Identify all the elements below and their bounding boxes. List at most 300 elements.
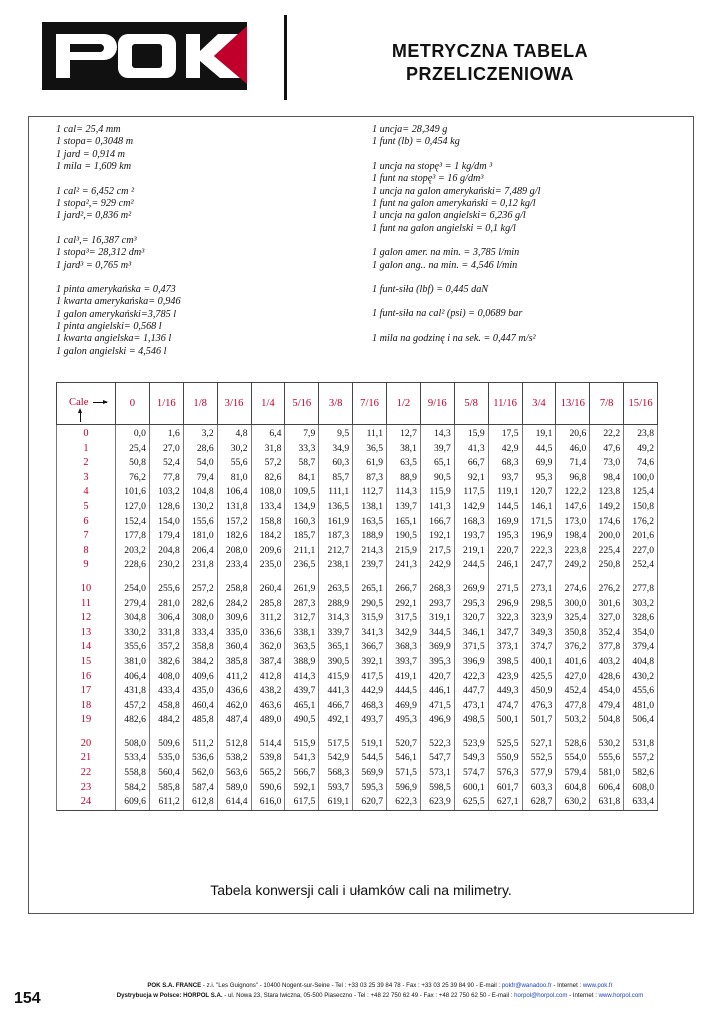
- mm-cell: 263,5: [319, 582, 353, 597]
- table-row: [57, 699, 658, 714]
- mm-cell: 496,9: [420, 713, 454, 728]
- mm-cell: 112,7: [353, 485, 387, 500]
- mm-cell: 109,5: [285, 485, 319, 500]
- mm-cell: 612,8: [183, 795, 217, 810]
- mm-cell: 466,7: [319, 699, 353, 714]
- mm-cell: 493,7: [353, 713, 387, 728]
- table-row: [57, 670, 658, 685]
- spacer-cell: [116, 728, 150, 737]
- mm-cell: 479,4: [590, 699, 624, 714]
- table-row: [57, 655, 658, 670]
- mm-cell: 620,7: [353, 795, 387, 810]
- footer-web-2[interactable]: www.horpol.com: [598, 992, 644, 999]
- mm-cell: 331,8: [149, 626, 183, 641]
- mm-cell: 93,7: [488, 471, 522, 486]
- mm-cell: 412,8: [251, 670, 285, 685]
- inch-cell: 16: [57, 670, 116, 685]
- mm-cell: 463,6: [251, 699, 285, 714]
- mm-cell: 47,6: [590, 442, 624, 457]
- column-header: 7/8: [590, 383, 624, 425]
- mm-cell: 536,6: [183, 751, 217, 766]
- mm-cell: 279,4: [116, 597, 150, 612]
- mm-cell: 446,1: [420, 684, 454, 699]
- mm-cell: 241,3: [387, 558, 421, 573]
- mm-cell: 560,4: [149, 766, 183, 781]
- mm-cell: 27,0: [149, 442, 183, 457]
- mm-cell: 506,4: [624, 713, 658, 728]
- mm-cell: 406,4: [116, 670, 150, 685]
- mm-cell: 535,0: [149, 751, 183, 766]
- mm-cell: 198,4: [556, 529, 590, 544]
- column-header: 15/16: [624, 383, 658, 425]
- mm-cell: 152,4: [116, 515, 150, 530]
- spacer-cell: [217, 728, 251, 737]
- inch-cell: 0: [57, 425, 116, 442]
- mm-cell: 46,0: [556, 442, 590, 457]
- mm-cell: 3,2: [183, 425, 217, 442]
- mm-cell: 619,1: [319, 795, 353, 810]
- table-row: [57, 611, 658, 626]
- mm-cell: 201,6: [624, 529, 658, 544]
- mm-cell: 404,8: [624, 655, 658, 670]
- mm-cell: 473,1: [454, 699, 488, 714]
- inch-cell: 1: [57, 442, 116, 457]
- mm-cell: 292,1: [387, 597, 421, 612]
- conversion-gap: [372, 272, 540, 284]
- mm-cell: 260,4: [251, 582, 285, 597]
- mm-cell: 7,9: [285, 425, 319, 442]
- mm-cell: 296,9: [488, 597, 522, 612]
- mm-cell: 366,7: [353, 640, 387, 655]
- conversion-line: 1 funt na galon amerykański = 0,12 kg/l: [372, 197, 536, 209]
- page-number: 154: [14, 990, 41, 1007]
- mm-cell: 471,5: [420, 699, 454, 714]
- conversion-gap: [56, 223, 181, 235]
- mm-cell: 449,3: [488, 684, 522, 699]
- mm-cell: 398,5: [488, 655, 522, 670]
- mm-cell: 44,5: [522, 442, 556, 457]
- mm-cell: 431,8: [116, 684, 150, 699]
- mm-cell: 50,8: [116, 456, 150, 471]
- mm-cell: 495,3: [387, 713, 421, 728]
- mm-cell: 504,8: [590, 713, 624, 728]
- conversion-line: 1 cal³,= 16,387 cm³: [56, 234, 137, 246]
- mm-cell: 276,2: [590, 582, 624, 597]
- mm-cell: 549,3: [454, 751, 488, 766]
- mm-cell: 576,3: [488, 766, 522, 781]
- mm-cell: 342,9: [387, 626, 421, 641]
- mm-cell: 11,1: [353, 425, 387, 442]
- mm-cell: 477,8: [556, 699, 590, 714]
- mm-cell: 554,0: [556, 751, 590, 766]
- mm-cell: 131,8: [217, 500, 251, 515]
- spacer-cell: [624, 728, 658, 737]
- conversion-line: 1 galon amer. na min. = 3,785 l/min: [372, 247, 520, 259]
- mm-cell: 255,6: [149, 582, 183, 597]
- mm-cell: 585,8: [149, 781, 183, 796]
- spacer-cell: [387, 573, 421, 582]
- mm-cell: 136,5: [319, 500, 353, 515]
- mm-cell: 96,8: [556, 471, 590, 486]
- mm-cell: 249,2: [556, 558, 590, 573]
- mm-cell: 182,6: [217, 529, 251, 544]
- mm-cell: 230,2: [149, 558, 183, 573]
- mm-cell: 36,5: [353, 442, 387, 457]
- mm-cell: 114,3: [387, 485, 421, 500]
- mm-cell: 188,9: [353, 529, 387, 544]
- mm-cell: 165,1: [387, 515, 421, 530]
- mm-cell: 595,3: [353, 781, 387, 796]
- mm-cell: 33,3: [285, 442, 319, 457]
- conversion-line: 1 uncja na galon amerykański= 7,489 g/l: [372, 185, 541, 197]
- mm-cell: 254,0: [116, 582, 150, 597]
- spacer-cell: [183, 573, 217, 582]
- mm-cell: 57,2: [251, 456, 285, 471]
- column-header: 3/16: [217, 383, 251, 425]
- mm-cell: 425,5: [522, 670, 556, 685]
- mm-cell: 428,6: [590, 670, 624, 685]
- mm-cell: 6,4: [251, 425, 285, 442]
- conversion-gap: [56, 174, 181, 186]
- mm-cell: 227,0: [624, 544, 658, 559]
- table-spacer-row: [57, 573, 658, 582]
- conversion-line: 1 funt (lb) = 0,454 kg: [372, 136, 460, 148]
- mm-cell: 330,2: [116, 626, 150, 641]
- mm-cell: 284,2: [217, 597, 251, 612]
- footer-company-2: Dystrybucja w Polsce: HORPOL S.A.: [116, 992, 223, 999]
- table-row: [57, 766, 658, 781]
- mm-cell: 49,2: [624, 442, 658, 457]
- mm-cell: 288,9: [319, 597, 353, 612]
- mm-cell: 623,9: [420, 795, 454, 810]
- conversion-line: 1 stopa²,= 929 cm²: [56, 197, 134, 209]
- mm-cell: 206,4: [183, 544, 217, 559]
- conversion-line: 1 galon amerykański=3,785 l: [56, 308, 177, 320]
- mm-cell: 120,7: [522, 485, 556, 500]
- mm-cell: 341,3: [353, 626, 387, 641]
- mm-cell: 522,3: [420, 737, 454, 752]
- inch-cell: 19: [57, 713, 116, 728]
- mm-cell: 225,4: [590, 544, 624, 559]
- mm-cell: 544,5: [353, 751, 387, 766]
- mm-cell: 482,6: [116, 713, 150, 728]
- mm-cell: 538,2: [217, 751, 251, 766]
- mm-cell: 630,2: [556, 795, 590, 810]
- conversion-line: 1 funt na stopę³ = 16 g/dm³: [372, 173, 484, 185]
- mm-cell: 76,2: [116, 471, 150, 486]
- footer-line-2: [70, 991, 690, 1001]
- mm-cell: 192,1: [420, 529, 454, 544]
- footer: [70, 981, 690, 1001]
- mm-cell: 252,4: [624, 558, 658, 573]
- mm-cell: 290,5: [353, 597, 387, 612]
- mm-cell: 420,7: [420, 670, 454, 685]
- mm-cell: 590,6: [251, 781, 285, 796]
- inch-cell: 13: [57, 626, 116, 641]
- mm-cell: 31,8: [251, 442, 285, 457]
- mm-cell: 401,6: [556, 655, 590, 670]
- mm-cell: 122,2: [556, 485, 590, 500]
- mm-cell: 500,1: [488, 713, 522, 728]
- table-spacer-row: [57, 728, 658, 737]
- mm-cell: 338,1: [285, 626, 319, 641]
- mm-cell: 582,6: [624, 766, 658, 781]
- mm-cell: 19,1: [522, 425, 556, 442]
- mm-cell: 355,6: [116, 640, 150, 655]
- mm-cell: 58,7: [285, 456, 319, 471]
- mm-cell: 285,8: [251, 597, 285, 612]
- mm-cell: 396,9: [454, 655, 488, 670]
- title-line-2: PRZELICZENIOWA: [406, 64, 574, 84]
- spacer-cell: [57, 573, 116, 582]
- spacer-cell: [488, 728, 522, 737]
- mm-cell: 265,1: [353, 582, 387, 597]
- mm-cell: 74,6: [624, 456, 658, 471]
- mm-cell: 433,4: [149, 684, 183, 699]
- conversion-gap: [372, 235, 540, 247]
- mm-cell: 376,2: [556, 640, 590, 655]
- spacer-cell: [624, 573, 658, 582]
- mm-cell: 42,9: [488, 442, 522, 457]
- mm-cell: 395,3: [420, 655, 454, 670]
- inch-cell: 12: [57, 611, 116, 626]
- mm-cell: 20,6: [556, 425, 590, 442]
- spacer-cell: [149, 573, 183, 582]
- mm-cell: 217,5: [420, 544, 454, 559]
- mm-cell: 485,8: [183, 713, 217, 728]
- mm-cell: 514,4: [251, 737, 285, 752]
- mm-cell: 627,1: [488, 795, 522, 810]
- mm-cell: 157,2: [217, 515, 251, 530]
- footer-address-1: - z.i. "Les Guignons" - 10400 Nogent-sur-Seine - Tel : +33 03 25 39 84 78 - Fax : +33 03 25 39 84 90 - E-mail :: [201, 982, 502, 989]
- mm-cell: 184,2: [251, 529, 285, 544]
- mm-cell: 573,1: [420, 766, 454, 781]
- conversion-line: 1 uncja na galon angielski= 6,236 g/l: [372, 210, 526, 222]
- mm-cell: 104,8: [183, 485, 217, 500]
- mm-cell: 236,5: [285, 558, 319, 573]
- mm-cell: 457,2: [116, 699, 150, 714]
- mm-cell: 520,7: [387, 737, 421, 752]
- mm-cell: 82,6: [251, 471, 285, 486]
- mm-cell: 123,8: [590, 485, 624, 500]
- mm-cell: 606,4: [590, 781, 624, 796]
- inch-cell: 10: [57, 582, 116, 597]
- inch-cell: 8: [57, 544, 116, 559]
- mm-cell: 350,8: [556, 626, 590, 641]
- mm-cell: 547,7: [420, 751, 454, 766]
- mm-cell: 233,4: [217, 558, 251, 573]
- mm-cell: 68,3: [488, 456, 522, 471]
- mm-cell: 88,9: [387, 471, 421, 486]
- mm-cell: 384,2: [183, 655, 217, 670]
- mm-cell: 530,2: [590, 737, 624, 752]
- spacer-cell: [353, 573, 387, 582]
- mm-cell: 90,5: [420, 471, 454, 486]
- mm-cell: 101,6: [116, 485, 150, 500]
- conversion-line: 1 galon ang.. na min. = 4,546 l/min: [372, 259, 518, 271]
- mm-cell: 273,1: [522, 582, 556, 597]
- footer-web-1[interactable]: www.pok.fr: [582, 982, 613, 989]
- mm-cell: 542,9: [319, 751, 353, 766]
- corner-cell: [57, 383, 116, 425]
- mm-cell: 492,1: [319, 713, 353, 728]
- column-header: 1/4: [251, 383, 285, 425]
- mm-cell: 452,4: [556, 684, 590, 699]
- mm-cell: 138,1: [353, 500, 387, 515]
- mm-cell: 111,1: [319, 485, 353, 500]
- conversion-line: 1 cal= 25,4 mm: [56, 124, 121, 135]
- mm-cell: 0,0: [116, 425, 150, 442]
- column-header: 5/16: [285, 383, 319, 425]
- spacer-cell: [319, 728, 353, 737]
- mm-cell: 581,0: [590, 766, 624, 781]
- mm-cell: 179,4: [149, 529, 183, 544]
- mm-cell: 423,9: [488, 670, 522, 685]
- mm-cell: 106,4: [217, 485, 251, 500]
- mm-cell: 525,5: [488, 737, 522, 752]
- mm-cell: 349,3: [522, 626, 556, 641]
- mm-cell: 203,2: [116, 544, 150, 559]
- inch-cell: 17: [57, 684, 116, 699]
- mm-cell: 303,2: [624, 597, 658, 612]
- column-header: 7/16: [353, 383, 387, 425]
- table-row: [57, 684, 658, 699]
- mm-cell: 325,4: [556, 611, 590, 626]
- mm-cell: 1,6: [149, 425, 183, 442]
- mm-cell: 100,0: [624, 471, 658, 486]
- mm-cell: 320,7: [454, 611, 488, 626]
- inch-cell: 5: [57, 500, 116, 515]
- mm-cell: 579,4: [556, 766, 590, 781]
- mm-cell: 4,8: [217, 425, 251, 442]
- spacer-cell: [116, 573, 150, 582]
- mm-cell: 103,2: [149, 485, 183, 500]
- mm-cell: 603,3: [522, 781, 556, 796]
- mm-cell: 600,1: [454, 781, 488, 796]
- mm-cell: 281,0: [149, 597, 183, 612]
- mm-cell: 409,6: [183, 670, 217, 685]
- table-row: [57, 544, 658, 559]
- conversion-line: 1 kwarta amerykańska= 0,946: [56, 296, 181, 308]
- mm-cell: 352,4: [590, 626, 624, 641]
- mm-cell: 133,4: [251, 500, 285, 515]
- mm-cell: 387,4: [251, 655, 285, 670]
- mm-cell: 41,3: [454, 442, 488, 457]
- conversion-line: 1 funt-siła (lbf) = 0,445 daN: [372, 283, 489, 295]
- mm-cell: 308,0: [183, 611, 217, 626]
- mm-cell: 622,3: [387, 795, 421, 810]
- inch-cell: 15: [57, 655, 116, 670]
- table-row: [57, 713, 658, 728]
- inch-cell: 3: [57, 471, 116, 486]
- conversion-line: 1 uncja na stopę³ = 1 kg/dm ³: [372, 160, 493, 172]
- mm-cell: 12,7: [387, 425, 421, 442]
- title-line-1: METRYCZNA TABELA: [391, 41, 589, 61]
- table-row: [57, 751, 658, 766]
- pok-logo: [42, 22, 247, 90]
- column-header: 1/2: [387, 383, 421, 425]
- mm-cell: 577,9: [522, 766, 556, 781]
- mm-cell: 168,3: [454, 515, 488, 530]
- mm-cell: 469,9: [387, 699, 421, 714]
- mm-cell: 625,5: [454, 795, 488, 810]
- mm-cell: 584,2: [116, 781, 150, 796]
- mm-cell: 487,4: [217, 713, 251, 728]
- mm-cell: 393,7: [387, 655, 421, 670]
- mm-cell: 509,6: [149, 737, 183, 752]
- spacer-cell: [420, 728, 454, 737]
- pok-logo-graphic: [42, 22, 247, 90]
- mm-cell: 73,0: [590, 456, 624, 471]
- spacer-cell: [285, 728, 319, 737]
- mm-cell: 419,1: [387, 670, 421, 685]
- mm-cell: 447,7: [454, 684, 488, 699]
- column-header: 1/16: [149, 383, 183, 425]
- mm-cell: 327,0: [590, 611, 624, 626]
- table-row: [57, 558, 658, 573]
- mm-cell: 34,9: [319, 442, 353, 457]
- mm-cell: 379,4: [624, 640, 658, 655]
- mm-cell: 363,5: [285, 640, 319, 655]
- conversion-line: 1 cal² = 6,452 cm ²: [56, 185, 135, 197]
- spacer-cell: [251, 573, 285, 582]
- mm-cell: 258,8: [217, 582, 251, 597]
- mm-cell: 311,2: [251, 611, 285, 626]
- mm-cell: 77,8: [149, 471, 183, 486]
- mm-cell: 181,0: [183, 529, 217, 544]
- mm-cell: 147,6: [556, 500, 590, 515]
- footer-email-2[interactable]: horpol@horpol.com: [514, 992, 568, 999]
- mm-cell: 196,9: [522, 529, 556, 544]
- mm-cell: 565,2: [251, 766, 285, 781]
- mm-cell: 382,6: [149, 655, 183, 670]
- mm-cell: 128,6: [149, 500, 183, 515]
- column-header: 5/8: [454, 383, 488, 425]
- mm-cell: 512,8: [217, 737, 251, 752]
- mm-cell: 616,0: [251, 795, 285, 810]
- mm-cell: 117,5: [454, 485, 488, 500]
- mm-cell: 220,7: [488, 544, 522, 559]
- mm-cell: 390,5: [319, 655, 353, 670]
- conversion-line: 1 mila = 1,609 km: [56, 161, 132, 173]
- mm-cell: 593,7: [319, 781, 353, 796]
- mm-cell: 328,6: [624, 611, 658, 626]
- mm-cell: 415,9: [319, 670, 353, 685]
- mm-cell: 60,3: [319, 456, 353, 471]
- mm-cell: 436,6: [217, 684, 251, 699]
- mm-cell: 160,3: [285, 515, 319, 530]
- mm-cell: 28,6: [183, 442, 217, 457]
- spacer-cell: [590, 728, 624, 737]
- mm-cell: 14,3: [420, 425, 454, 442]
- conversion-line: 1 jard³ = 0,765 m³: [56, 259, 132, 271]
- conversion-line: 1 pinta angielski= 0,568 l: [56, 321, 162, 333]
- spacer-cell: [522, 573, 556, 582]
- mm-cell: 539,8: [251, 751, 285, 766]
- table-row: [57, 425, 658, 442]
- mm-cell: 155,6: [183, 515, 217, 530]
- conversion-gap: [372, 296, 540, 308]
- mm-cell: 65,1: [420, 456, 454, 471]
- table-caption: Tabela konwersji cali i ułamków cali na milimetry.: [210, 882, 512, 898]
- mm-cell: 381,0: [116, 655, 150, 670]
- table-row: [57, 626, 658, 641]
- mm-cell: 314,3: [319, 611, 353, 626]
- mm-cell: 604,8: [556, 781, 590, 796]
- mm-cell: 550,9: [488, 751, 522, 766]
- mm-cell: 312,7: [285, 611, 319, 626]
- footer-email-1[interactable]: pokfr@wanadoo.fr: [501, 982, 552, 989]
